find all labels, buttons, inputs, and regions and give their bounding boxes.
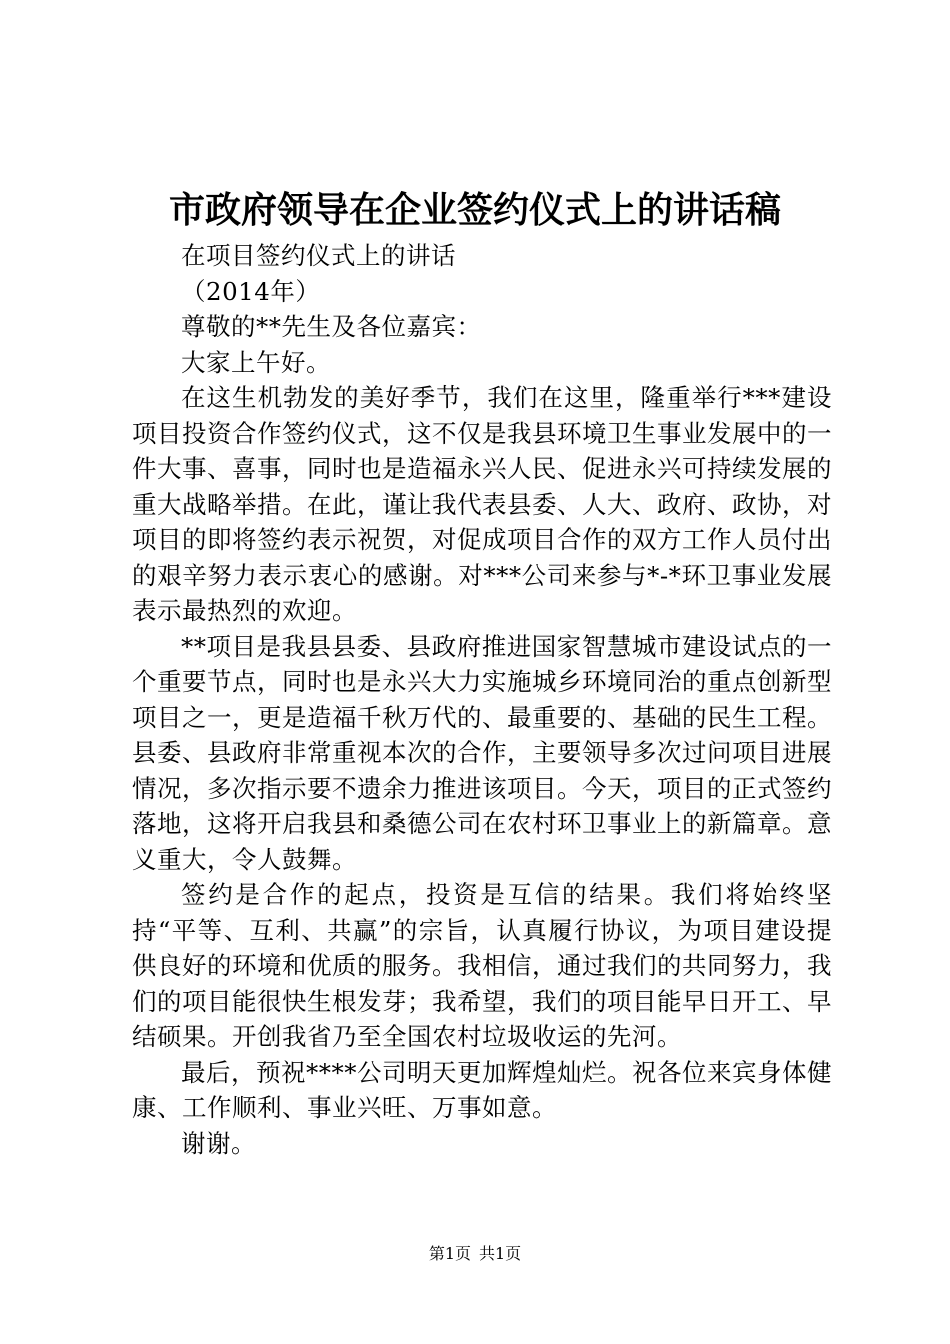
closing-thanks: 谢谢。 <box>181 1128 256 1158</box>
body-paragraph: 在这生机勃发的美好季节，我们在这里，隆重举行***建设项目投资合作签约仪式，这不仅是我县环境卫生事业发展中的一件大事、喜事，同时也是造福永兴人民、促进永兴可持续发展的重大战略举措。在此，谨让我代表县委、人大、政府、政协，对项目的即将签约表示祝贺，对促成项目合作的双方工作人员付出的艰辛努力表示衷心的感谢。对***公司来参与*-*环卫事业发展表示最热烈的欢迎。 <box>132 383 832 625</box>
body-paragraph: 签约是合作的起点，投资是互信的结果。我们将始终坚持“平等、互利、共赢”的宗旨，认真履行协议，为项目建设提供良好的环境和优质的服务。我相信，通过我们的共同努力，我们的项目能很快生根发芽；我希望，我们的项目能早日开工、早结硕果。开创我省乃至全国农村垃圾收运的先河。 <box>132 880 832 1051</box>
greeting: 大家上午好。 <box>181 347 331 377</box>
page-footer <box>0 1244 950 1264</box>
page-number: 第1页 <box>428 1244 471 1263</box>
speech-subtitle: 在项目签约仪式上的讲话 <box>181 241 456 270</box>
document-body <box>132 238 832 1161</box>
body-paragraph: **项目是我县县委、县政府推进国家智慧城市建设试点的一个重要节点，同时也是永兴大力实施城乡环境同治的重点创新型项目之一，更是造福千秋万代的、最重要的、基础的民生工程。县委、县政府非常重视本次的合作，主要领导多次过问项目进展情况，多次指示要不遗余力推进该项目。今天，项目的正式签约落地，这将开启我县和桑德公司在农村环卫事业上的新篇章。意义重大，令人鼓舞。 <box>132 631 832 874</box>
page-total: 共1页 <box>479 1244 522 1263</box>
body-paragraph: 最后，预祝****公司明天更加辉煌灿烂。祝各位来宾身体健康、工作顺利、事业兴旺、万事如意。 <box>132 1057 832 1122</box>
salutation: 尊敬的**先生及各位嘉宾： <box>181 312 482 341</box>
document-title: 市政府领导在企业签约仪式上的讲话稿 <box>168 189 781 231</box>
speech-year: （2014年） <box>181 276 321 306</box>
